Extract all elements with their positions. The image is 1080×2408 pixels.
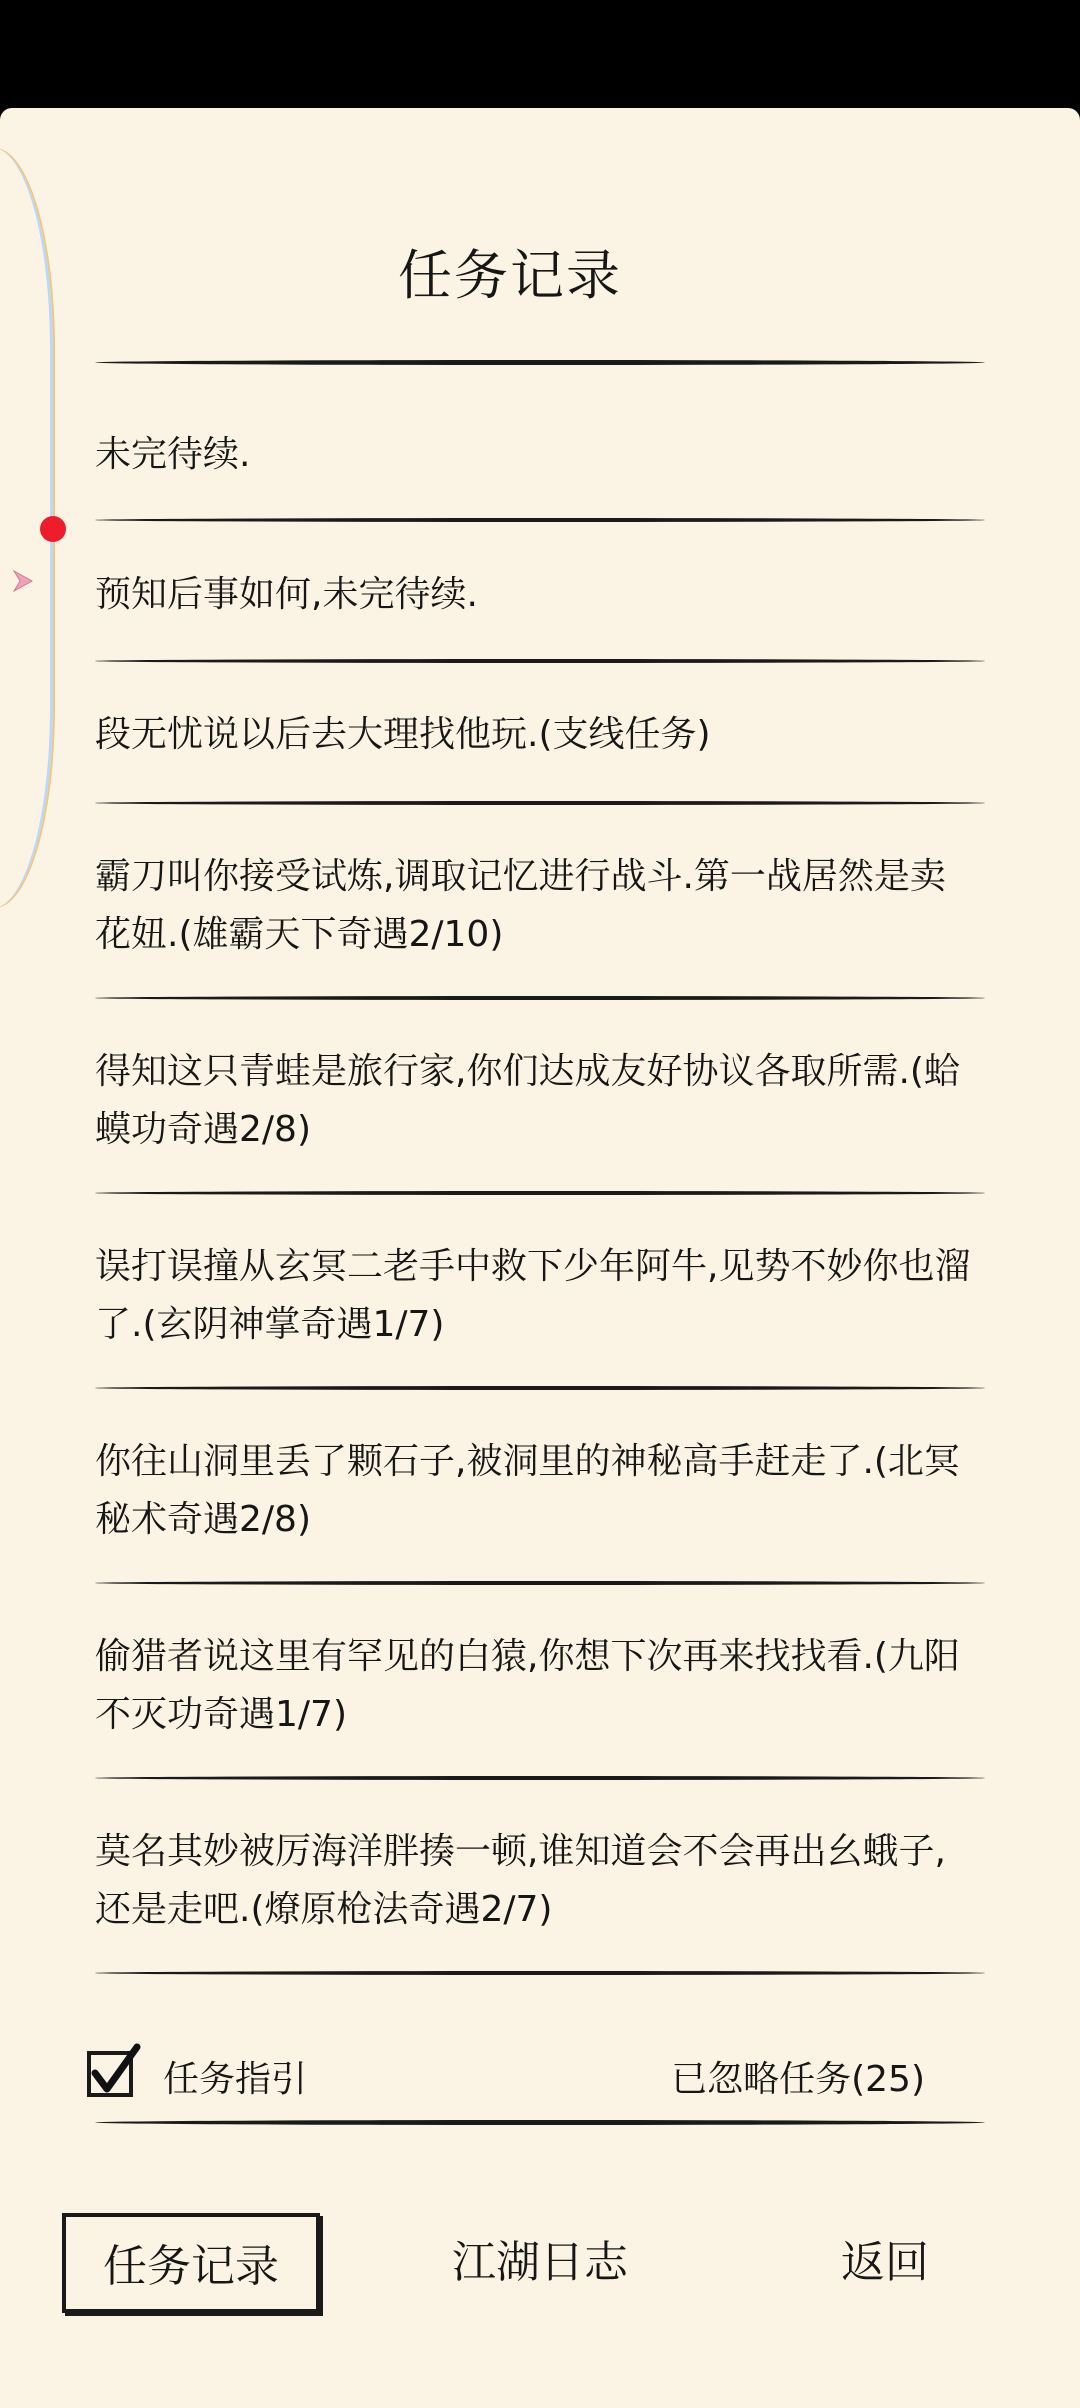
task-entry: 霸刀叫你接受试炼,调取记忆进行战斗.第一战居然是卖花妞.(雄霸天下奇遇2/10) bbox=[95, 856, 946, 955]
task-entry: 得知这只青蛙是旅行家,你们达成友好协议各取所需.(蛤蟆功奇遇2/8) bbox=[95, 1051, 960, 1150]
tab-task-records[interactable]: 任务记录 bbox=[62, 2213, 320, 2313]
task-entry: 偷猎者说这里有罕见的白猿,你想下次再来找找看.(九阳不灭功奇遇1/7) bbox=[95, 1636, 960, 1735]
entry-divider bbox=[95, 1971, 985, 1975]
task-guide-label[interactable]: 任务指引 bbox=[163, 2059, 308, 2100]
task-options-row bbox=[85, 2033, 925, 2123]
task-entry: 你往山洞里丢了颗石子,被洞里的神秘高手赶走了.(北冥秘术奇遇2/8) bbox=[95, 1441, 960, 1540]
entry-divider bbox=[95, 659, 985, 663]
entry-divider bbox=[95, 1191, 985, 1195]
title-divider bbox=[95, 360, 985, 365]
entry-divider bbox=[95, 1581, 985, 1585]
footer-divider bbox=[95, 2120, 985, 2125]
status-bar bbox=[0, 0, 1080, 108]
page-title: 任务记录 bbox=[398, 244, 622, 307]
tab-jianghu-journal[interactable]: 江湖日志 bbox=[452, 2237, 628, 2288]
edge-panel-arrow-icon[interactable] bbox=[10, 568, 36, 594]
task-entry: 误打误撞从玄冥二老手中救下少年阿牛,见势不妙你也溜了.(玄阴神掌奇遇1/7) bbox=[95, 1246, 971, 1345]
task-guide-checkbox[interactable] bbox=[85, 2043, 141, 2099]
notification-dot bbox=[40, 516, 66, 542]
entry-divider bbox=[95, 801, 985, 805]
entry-divider bbox=[95, 1386, 985, 1390]
task-record-screen bbox=[0, 108, 1080, 2408]
entry-divider bbox=[95, 996, 985, 1000]
ignored-tasks-button[interactable]: 已忽略任务(25) bbox=[671, 2059, 925, 2100]
task-entry: 莫名其妙被厉海洋胖揍一顿,谁知道会不会再出幺蛾子,还是走吧.(燎原枪法奇遇2/7) bbox=[95, 1831, 946, 1930]
entry-divider bbox=[95, 1776, 985, 1780]
entry-divider bbox=[95, 518, 985, 522]
back-button[interactable]: 返回 bbox=[841, 2237, 929, 2288]
task-entry: 段无忧说以后去大理找他玩.(支线任务) bbox=[95, 714, 711, 755]
task-entry: 预知后事如何,未完待续. bbox=[95, 574, 478, 615]
task-entry: 未完待续. bbox=[95, 434, 251, 475]
